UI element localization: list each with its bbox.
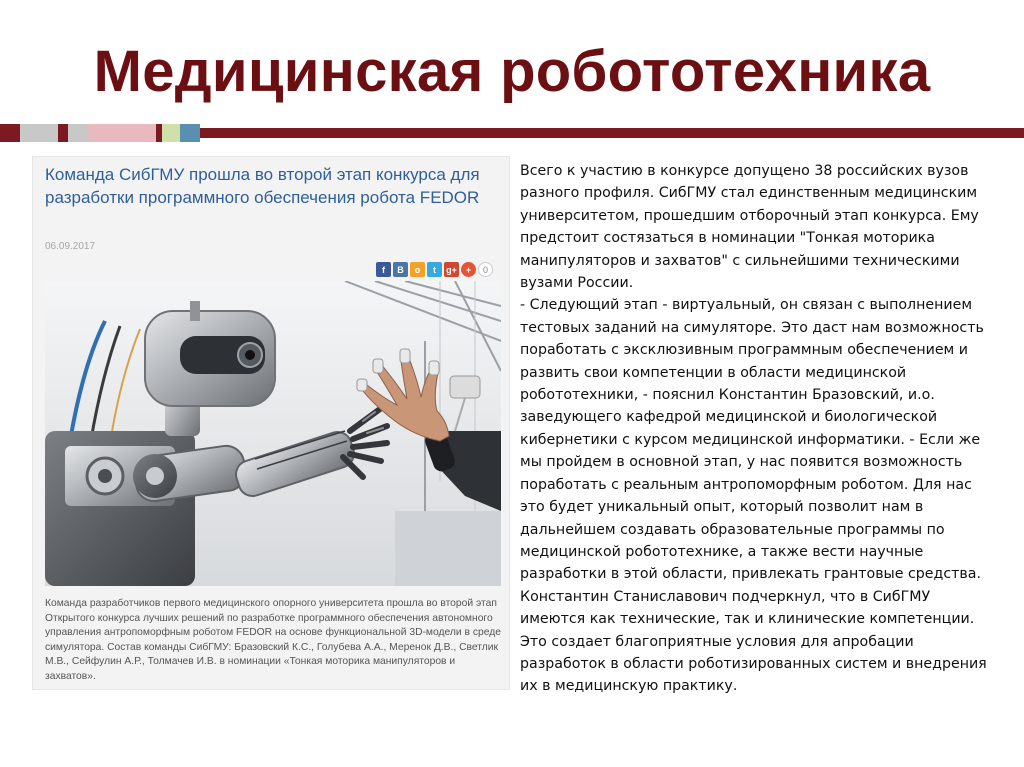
share-buttons [376,262,493,278]
article-date: 06.09.2017 [45,241,96,252]
article-screenshot [32,156,510,690]
twitter-icon[interactable]: t [427,262,442,277]
slide-body-text [520,160,998,698]
odnoklassniki-icon[interactable]: о [410,262,425,277]
body-paragraph-2: - Следующий этап - виртуальный, он связан с выполнением тестовых заданий на симуляторе. Это даст нам возможность поработать с эксклюзивным программным обеспечением и развить свои компетенции в области медицинской робототехники, - пояснил Константин Бразовский, и.о. заведующего кафедрой медицинской и биологической кибернетики с курсом медицинской информатики. - Если же мы пройдем в основной этап, у нас появится возможность поработать с реальным антропоморфным роботом. Для нас это будет уникальный опыт, который позволит нам в дальнейшем создавать образовательные программы по медицинской робототехнике, а также вести научные разработки в этой области, привлекать грантовые средства. [520,297,984,583]
share-count: 0 [478,262,493,277]
facebook-icon[interactable]: f [376,262,391,277]
google-plus-icon[interactable]: g+ [444,262,459,277]
article-headline[interactable]: Команда СибГМУ прошла во второй этап конкурса для разработки программного обеспечения робота FEDOR [45,165,480,207]
body-paragraph-1: Всего к участию в конкурсе допущено 38 российских вузов разного профиля. СибГМУ стал единственным медицинским университетом, прошедшим отборочный этап конкурса. Ему предстоит состязаться в номинации "Тонкая моторика манипуляторов и захватов" с сильнейшими техническими вузами России. [520,163,979,292]
robot-fedor-photo [45,281,501,586]
body-paragraph-3: Константин Станиславович подчеркнул, что в СибГМУ имеются как технические, так и клинические компетенции. Это создает благоприятные условия для апробации разработок в области роботизированных систем и внедрения их в медицинскую практику. [520,588,987,695]
article-photo-caption: Команда разработчиков первого медицинского опорного университета прошла во второй этап Открытого конкурса лучших решений по разработке программного обеспечения автономного управления антропоморфным роботом FEDOR на основе функциональной 3D-модели в среде симулятора. Состав команды СибГМУ: Бразовский К.С., Голубева А.А., Меренок Д.В., Светлик М.В., Сейфулин А.Р., Толмачев И.В. в номинации «Тонкая моторика манипуляторов и захватов». [45,598,501,682]
plus-icon[interactable]: + [461,262,476,277]
decorative-stripe [0,124,1024,142]
slide-title: Медицинская робототехника [93,39,931,104]
vkontakte-icon[interactable]: В [393,262,408,277]
